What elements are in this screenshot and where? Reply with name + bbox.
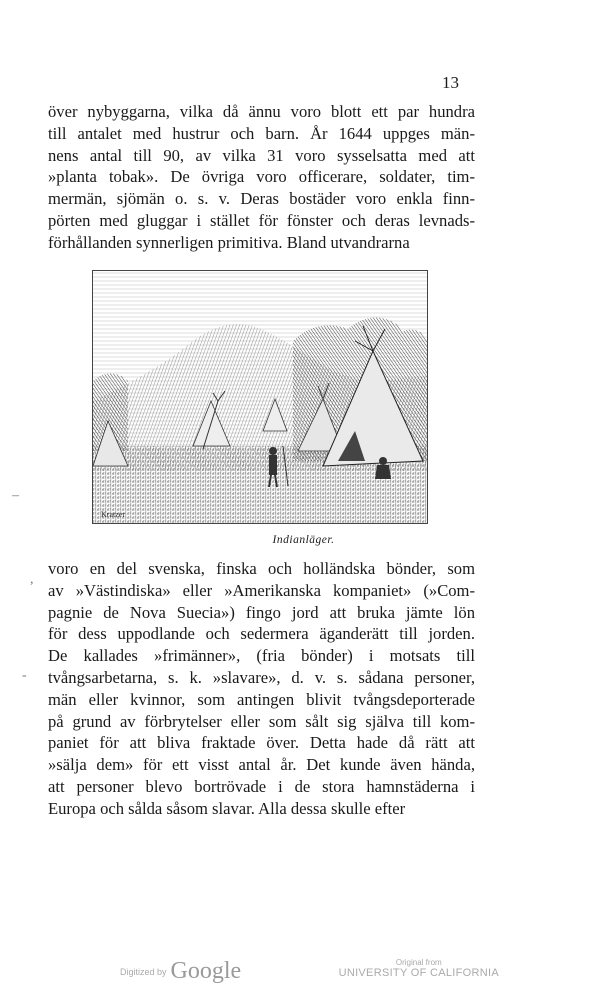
paragraph-2 — [48, 558, 475, 820]
text-line: att personer blevo bortrövade i de stora hamnstäderna i — [48, 776, 475, 796]
text-line: män eller kvinnor, som antingen blivit tvångsdeporterade — [48, 689, 475, 709]
text-line: pagnie de Nova Suecia») fingo jord att bruka jämte lön — [48, 602, 475, 622]
text-line: pörten med gluggar i stället för fönster och deras levnads- — [48, 210, 475, 230]
text-line: paniet för att bliva fraktade över. Detta hade då rätt att — [48, 733, 475, 753]
engraving-illustration — [93, 271, 427, 523]
original-from-block — [339, 958, 499, 979]
page-number: 13 — [442, 73, 459, 92]
margin-dash: - — [22, 668, 27, 683]
text-line: »planta tobak». De övriga voro officerare, soldater, tim- — [48, 167, 475, 187]
text-line: förhållanden synnerligen primitiva. Bland utvandrarna — [48, 232, 410, 252]
text-line: för dess uppodlande och sedermera äganderätt till jorden. — [48, 624, 475, 644]
original-from-label: Original from — [395, 958, 442, 967]
text-line: på grund av förbrytelser eller som sålt sig själva till kom- — [48, 711, 475, 731]
text-line: nens antal till 90, av vilka 31 voro sysselsatta med att — [48, 145, 475, 165]
text-line: till antalet med hustrur och barn. År 1644 uppges män- — [48, 123, 475, 143]
text-line: De kallades »frimänner», (fria bönder) i motsats till — [48, 646, 475, 666]
institution-name: UNIVERSITY OF CALIFORNIA — [338, 967, 499, 979]
text-line: tvångsarbetarna, s. k. »slavare», d. v. s. sådana personer, — [48, 667, 475, 687]
text-line: »sälja dem» för ett visst antal år. Det kunde även hända, — [48, 755, 475, 775]
google-logo: Google — [170, 958, 242, 984]
figure-caption: Indianläger. — [272, 534, 335, 546]
engraving-indian-camp — [92, 270, 428, 524]
artist-signature: Kratzer — [101, 510, 125, 519]
text-line: över nybyggarna, vilka då ännu voro blott ett par hundra — [48, 102, 475, 121]
digitized-by-google — [120, 958, 241, 985]
text-line: av »Västindiska» eller »Amerikanska kompaniet» (»Com- — [48, 580, 475, 600]
text-line: mermän, sjömän o. s. v. Deras bostäder voro enkla finn- — [48, 189, 475, 209]
text-line: Europa och sålda såsom slavar. Alla dessa skulle efter — [48, 798, 406, 818]
digitized-by-label: Digitized by — [120, 966, 167, 977]
paragraph-1 — [48, 101, 475, 254]
margin-dash: – — [12, 488, 19, 503]
margin-dot: , — [30, 572, 34, 587]
text-line: voro en del svenska, finska och holländska bönder, som — [48, 559, 475, 578]
